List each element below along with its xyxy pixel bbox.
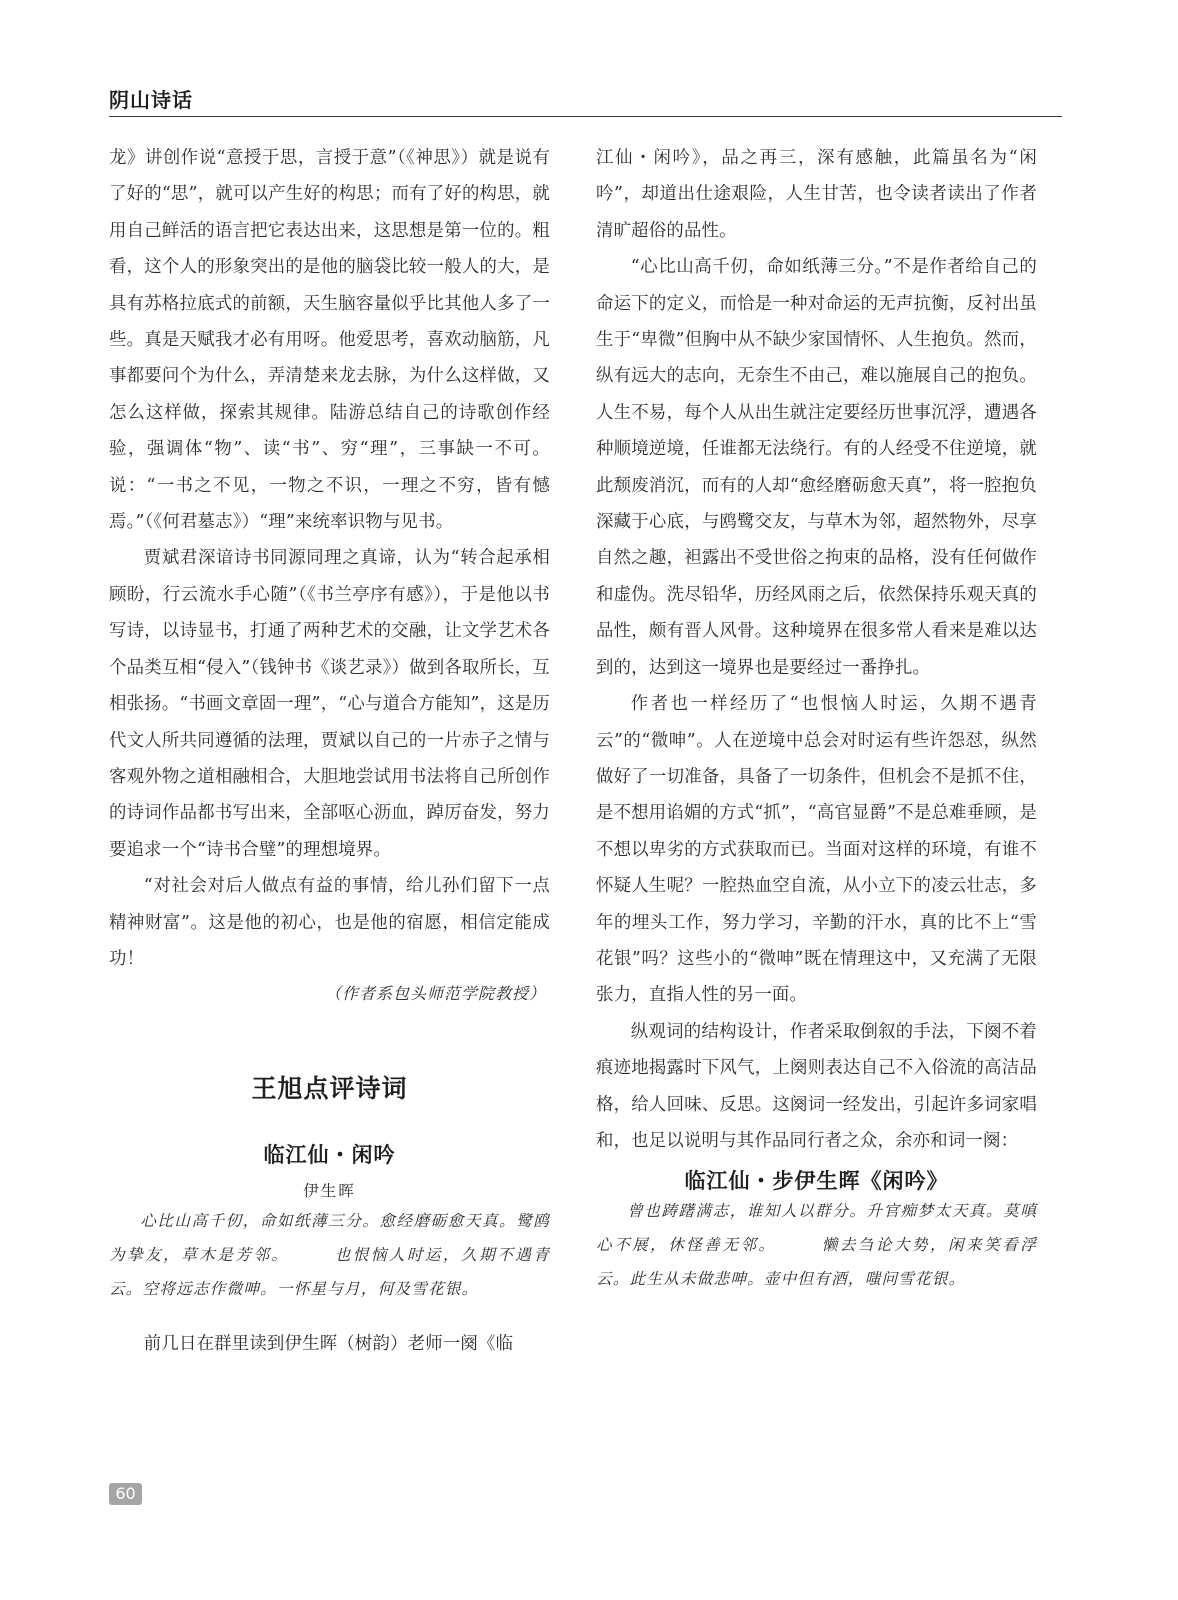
poem-text xyxy=(109,1205,550,1306)
author-note: （作者系包头师范学院教授） xyxy=(324,984,546,1004)
poem-lower-stanza: 也恨恼人时运，久期不遇青云。空将远志作微呻。一怀星与月，何及雪花银。 xyxy=(109,1245,550,1298)
body-paragraph: 江仙・闲吟》，品之再三，深有感触，此篇虽名为“闲吟”，却道出仕途艰险，人生甘苦，也令读者读出了作者清旷超俗的品性。 xyxy=(596,148,1037,241)
poem-title: 临江仙・步伊生晖《闲吟》 xyxy=(684,1169,949,1194)
body-paragraph: 贾斌君深谙诗书同源同理之真谛，认为“转合起承相顾盼，行云流水手心随”（《书兰亭序有感》），于是他以书写诗，以诗显书，打通了两种艺术的交融，让文学艺术各个品类互相“侵入”（钱钟书《谈艺录》）做到各取所长，互相张扬。“书画文章固一理”，“心与道合方能知”，这是历代文人所共同遵循的法理，贾斌以自己的一片赤子之情与客观外物之道相融相合，大胆地尝试用书法将自己所创作的诗词作品都书写出来，全部呕心沥血，踔厉奋发，努力要追求一个“诗书合璧”的理想境界。 xyxy=(109,548,550,860)
body-paragraph: 前几日在群里读到伊生晖（树韵）老师一阕《临 xyxy=(143,1334,514,1355)
poem-text xyxy=(596,1195,1037,1296)
body-paragraph: 龙》讲创作说“意授于思，言授于意”（《神思》）就是说有了好的“思”，就可以产生好的构思；而有了好的构思，就用自己鲜活的语言把它表达出来，这思想是第一位的。粗看，这个人的形象突出的是他的脑袋比较一般人的大，是具有苏格拉底式的前额，天生脑容量似乎比其他人多了一些。真是天赋我才必有用呀。他爱思考，喜欢动脑筋，凡事都要问个为什么，弄清楚来龙去脉，为什么这样做，又怎么这样做，探索其规律。陆游总结自己的诗歌创作经验，强调体“物”、读“书”、穷“理”，三事缺一不可。说：“一书之不见，一物之不识，一理之不穷，皆有憾焉。”（《何君墓志》）“理”来统率识物与见书。 xyxy=(109,148,550,533)
journal-column-title: 阴山诗话 xyxy=(109,88,193,112)
poem-upper-stanza: 曾也踌躇满志，谁知人以群分。升官痴梦太天真。莫嗔心不展，休怪善无邻。 xyxy=(596,1202,1037,1254)
poem-author: 伊生晖 xyxy=(303,1182,356,1201)
right-column xyxy=(596,140,1037,1296)
left-column xyxy=(109,140,550,1363)
body-paragraph: 纵观词的结构设计，作者采取倒叙的手法，下阕不着痕迹地揭露时下风气，上阕则表达自己不入俗流的高洁品格，给人回味、反思。这阕词一经发出，引起许多词家唱和，也足以说明与其作品同行者之众，余亦和词一阕： xyxy=(596,1021,1037,1151)
body-paragraph: “对社会对后人做点有益的事情，给儿孙们留下一点精神财富”。这是他的初心，也是他的宿愿，相信定能成功！ xyxy=(109,876,550,969)
poem-upper-stanza: 心比山高千仞，命如纸薄三分。愈经磨砺愈天真。鹭鸥为挚友，草木是芳邻。 xyxy=(109,1212,550,1264)
body-paragraph: “心比山高千仞，命如纸薄三分。”不是作者给自己的命运下的定义，而恰是一种对命运的无声抗衡，反衬出虽生于“卑微”但胸中从不缺少家国情怀、人生抱负。然而，纵有远大的志向，无奈生不由己，难以施展自己的抱负。人生不易，每个人从出生就注定要经历世事沉浮，遭遇各种顺境逆境，任谁都无法绕行。有的人经受不住逆境，就此颓废消沉，而有的人却“愈经磨砺愈天真”，将一腔抱负深藏于心底，与鸥鹭交友，与草木为邻，超然物外，尽享自然之趣，袒露出不受世俗之拘束的品格，没有任何做作和虚伪。洗尽铅华，历经风雨之后，依然保持乐观天真的品性，颇有晋人风骨。这种境界在很多常人看来是难以达到的，达到这一境界也是要经过一番挣扎。 xyxy=(596,257,1037,678)
header-divider xyxy=(109,116,1062,117)
body-paragraph: 作者也一样经历了“也恨恼人时运，久期不遇青云”的“微呻”。人在逆境中总会对时运有些许怨怼，纵然做好了一切准备，具备了一切条件，但机会不是抓不住，是不想用谄媚的方式“抓”，“高官显爵”不是总难垂顾，是不想以卑劣的方式获取而已。当面对这样的环境，有谁不怀疑人生呢？一腔热血空自流，从小立下的凌云壮志，多年的埋头工作，努力学习，辛勤的汗水，真的比不上“雪花银”吗？这些小的“微呻”既在情理这中，又充满了无限张力，直指人性的另一面。 xyxy=(596,694,1037,1006)
page-number: 60 xyxy=(109,1483,142,1505)
poem-lower-stanza: 懒去刍论大势，闲来笑看浮云。此生从未做悲呻。壶中但有酒，嗤问雪花银。 xyxy=(596,1235,1037,1288)
poem-title: 临江仙・闲吟 xyxy=(263,1143,396,1168)
section-title: 王旭点评诗词 xyxy=(251,1074,408,1104)
